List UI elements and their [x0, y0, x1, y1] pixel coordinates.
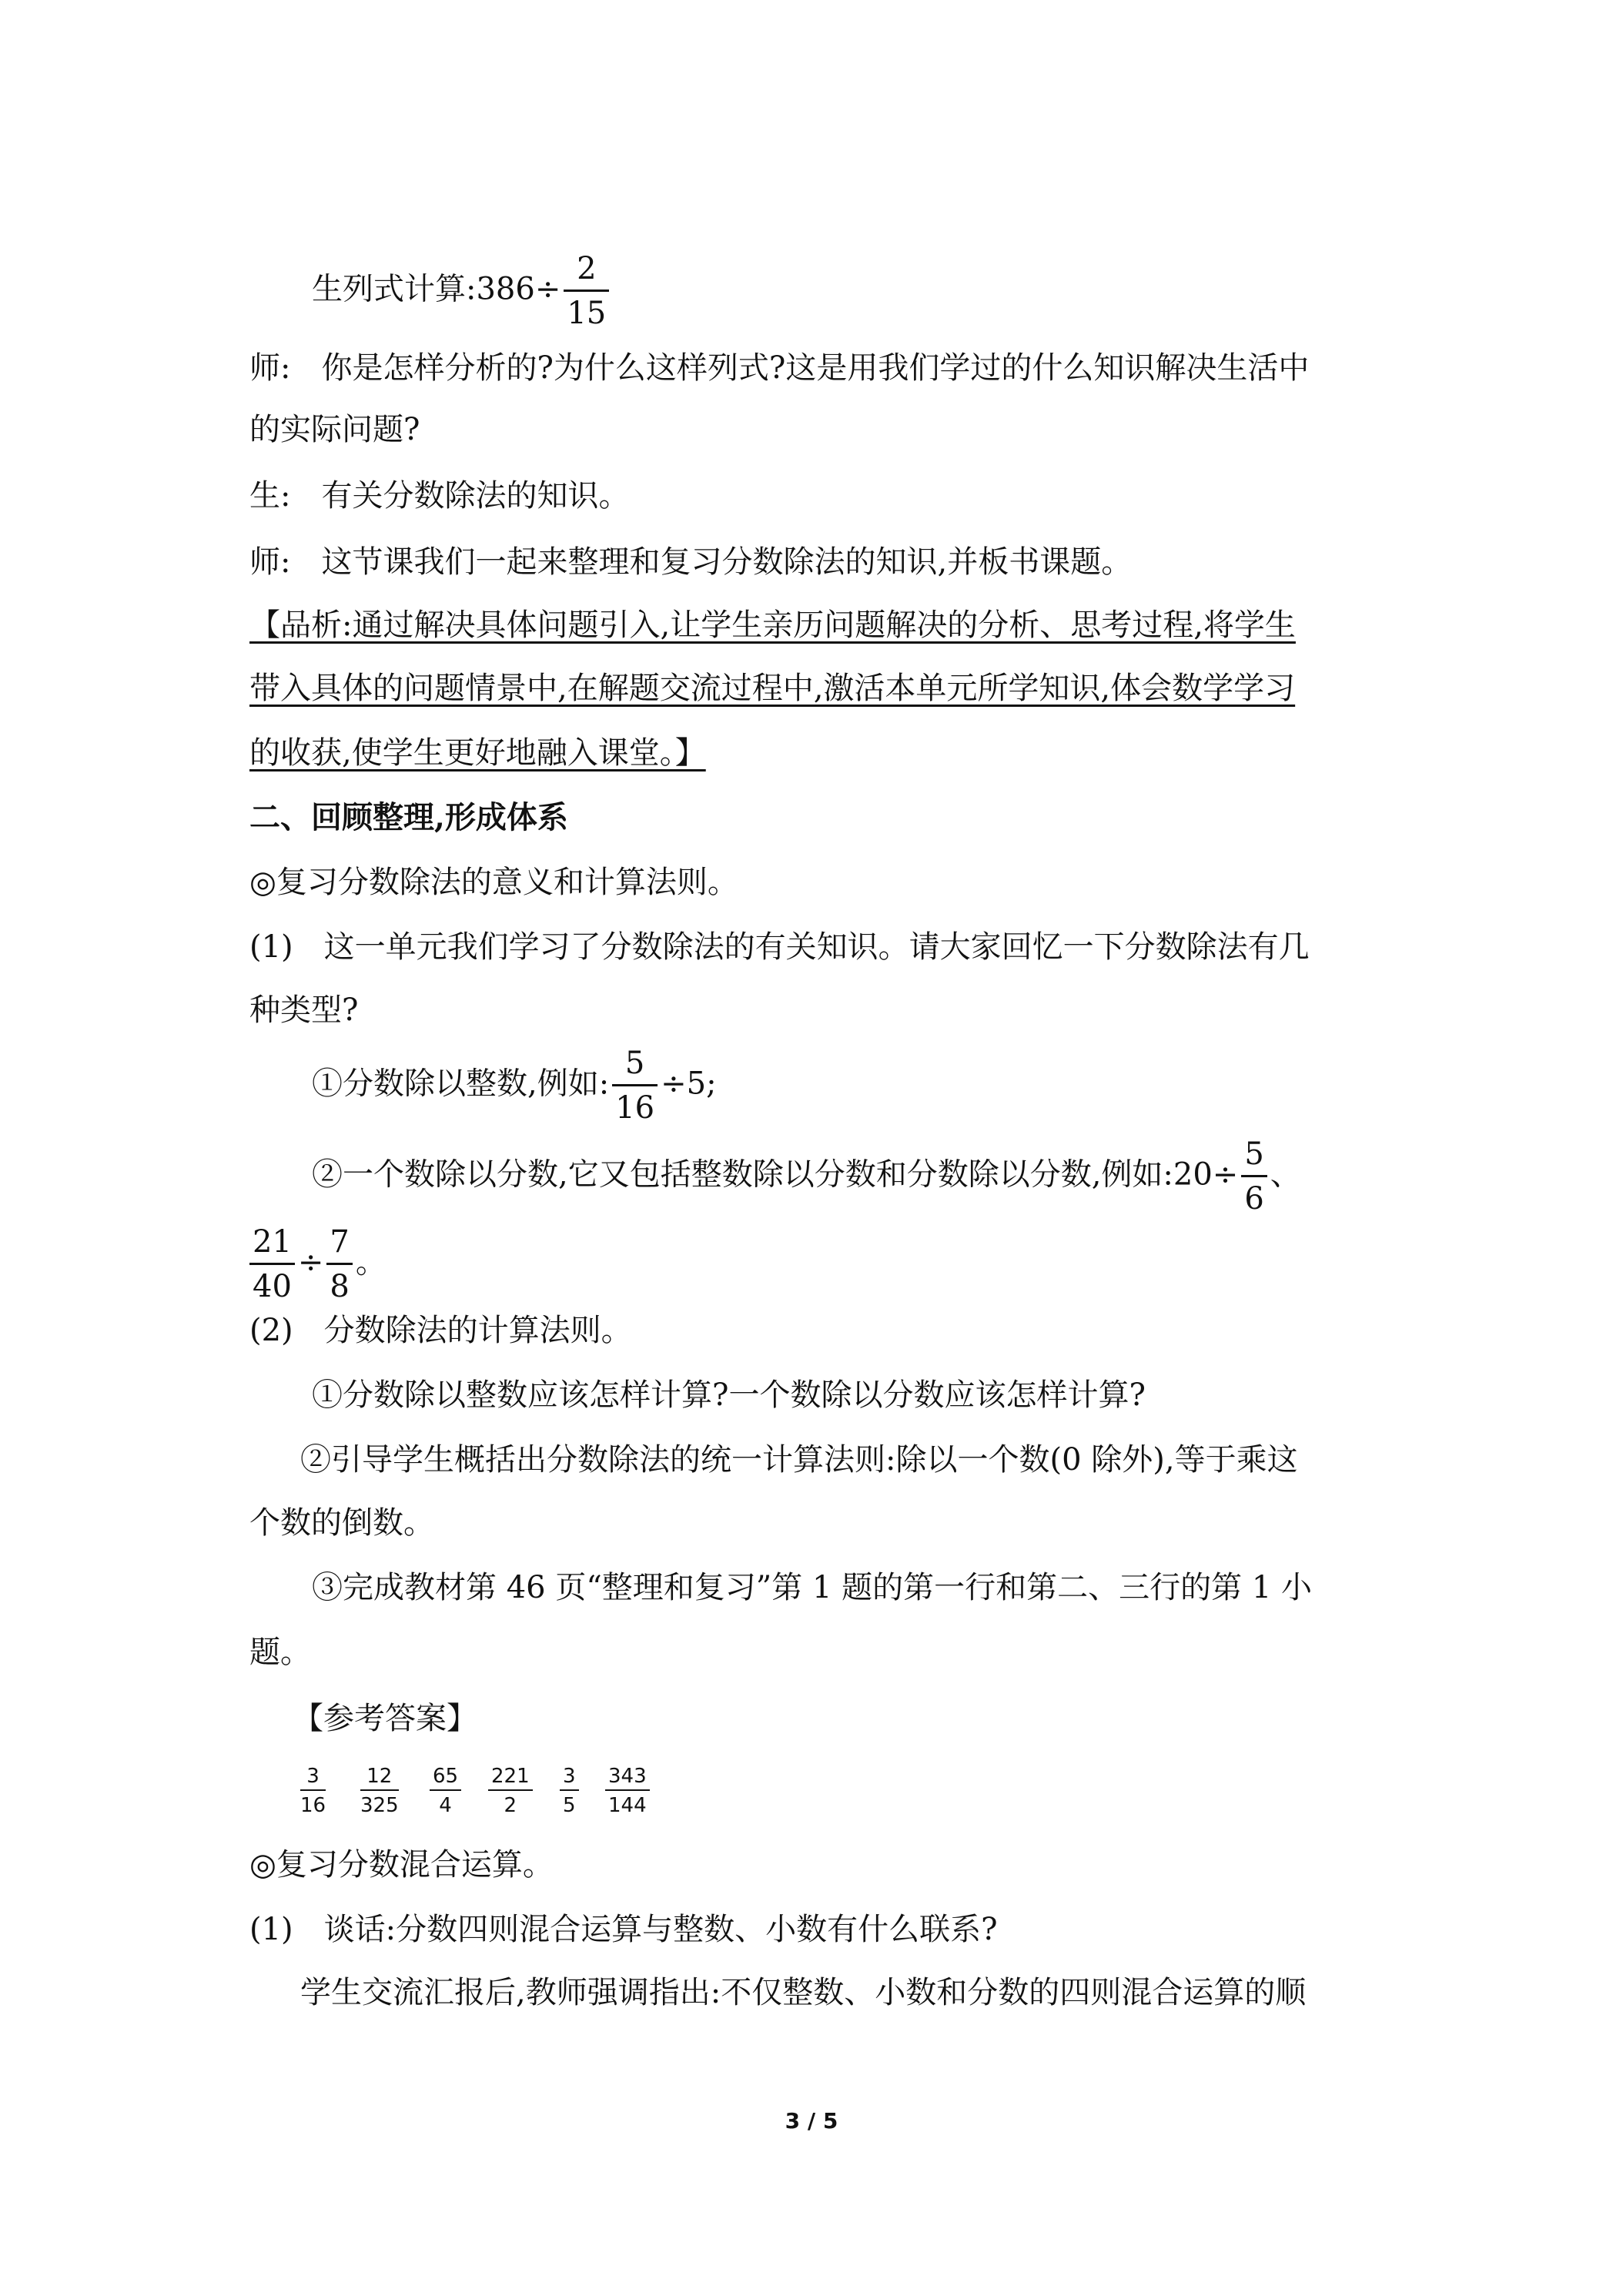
denominator: 16: [615, 1090, 655, 1126]
division-sign: ÷: [297, 1244, 324, 1280]
item-1: (1) 这一单元我们学习了分数除法的有关知识。请大家回忆一下分数除法有几: [249, 929, 1310, 965]
denominator: 144: [608, 1794, 647, 1817]
denominator: 40: [253, 1269, 292, 1304]
denominator: 15: [567, 296, 607, 331]
numerator: 2: [564, 248, 609, 292]
numerator: 3: [300, 1763, 326, 1791]
page-number: 3 / 5: [785, 2108, 838, 2134]
denominator: 8: [330, 1269, 350, 1304]
student-answer: 生: 有关分数除法的知识。: [249, 478, 630, 514]
answer-fraction: [560, 1763, 579, 1820]
denominator: 16: [300, 1794, 326, 1817]
teacher-statement: 师: 这节课我们一起来整理和复习分数除法的知识,并板书课题。: [249, 544, 1133, 580]
answer-fraction: [300, 1763, 326, 1820]
item-2-point-1: ①分数除以整数应该怎样计算?一个数除以分数应该怎样计算?: [312, 1377, 1146, 1413]
fraction: [249, 1221, 295, 1308]
review-topic-mixed: ◎复习分数混合运算。: [249, 1847, 554, 1883]
example-suffix: 。: [355, 1244, 387, 1280]
example-line-2: [312, 1133, 1301, 1220]
item-1-cont: 种类型?: [249, 992, 359, 1028]
fraction: [564, 248, 609, 335]
mixed-item-1-summary: 学生交流汇报后,教师强调指出:不仅整数、小数和分数的四则混合运算的顺: [300, 1975, 1307, 2010]
analysis-note-line-2: 带入具体的问题情景中,在解题交流过程中,激活本单元所学知识,体会数学学习: [249, 671, 1296, 706]
denominator: 325: [360, 1794, 399, 1817]
analysis-note-line-1: 【品析:通过解决具体问题引入,让学生亲历问题解决的分析、思考过程,将学生: [249, 607, 1296, 643]
item-2-point-2: ②引导学生概括出分数除法的统一计算法则:除以一个数(0 除外),等于乘这: [300, 1442, 1298, 1478]
example-text: ①分数除以整数,例如:: [312, 1066, 610, 1102]
reference-answer-heading: 【参考答案】: [293, 1701, 477, 1736]
fraction: [326, 1221, 352, 1308]
answer-fraction: [488, 1763, 533, 1820]
answer-fraction: [430, 1763, 461, 1820]
denominator: 2: [504, 1794, 517, 1817]
denominator: 5: [563, 1794, 576, 1817]
numerator: 12: [360, 1763, 399, 1791]
calc-text: 生列式计算:386÷: [312, 271, 561, 307]
analysis-note-line-3: 的收获,使学生更好地融入课堂。】: [249, 735, 706, 771]
mixed-item-1: (1) 谈话:分数四则混合运算与整数、小数有什么联系?: [249, 1912, 998, 1947]
item-2-point-3-cont: 题。: [249, 1635, 311, 1670]
teacher-question-cont: 的实际问题?: [249, 412, 420, 447]
review-topic-division: ◎复习分数除法的意义和计算法则。: [249, 865, 738, 900]
example-suffix: ÷5;: [661, 1066, 717, 1102]
numerator: 7: [326, 1221, 352, 1265]
fraction: [1241, 1133, 1267, 1220]
numerator: 3: [560, 1763, 579, 1791]
numerator: 65: [430, 1763, 461, 1791]
fraction: [612, 1043, 658, 1130]
calc-line: [312, 248, 612, 335]
item-2: (2) 分数除法的计算法则。: [249, 1313, 632, 1348]
numerator: 5: [612, 1043, 658, 1086]
numerator: 21: [249, 1221, 295, 1265]
numerator: 343: [605, 1763, 650, 1791]
numerator: 221: [488, 1763, 533, 1791]
item-2-point-2-cont: 个数的倒数。: [249, 1505, 434, 1541]
example-line-1: [312, 1043, 717, 1130]
example-suffix: 、: [1270, 1156, 1301, 1193]
section-heading: 二、回顾整理,形成体系: [249, 799, 568, 835]
item-2-point-3: ③完成教材第 46 页“整理和复习”第 1 题的第一行和第二、三行的第 1 小: [312, 1570, 1312, 1605]
answer-fraction: [605, 1763, 650, 1820]
denominator: 4: [439, 1794, 452, 1817]
teacher-question: 师: 你是怎样分析的?为什么这样列式?这是用我们学过的什么知识解决生活中: [249, 350, 1310, 386]
numerator: 5: [1241, 1133, 1267, 1177]
example-line-3: [246, 1221, 387, 1308]
example-text: ②一个数除以分数,它又包括整数除以分数和分数除以分数,例如:20÷: [312, 1156, 1239, 1193]
answer-fraction: [360, 1763, 399, 1820]
denominator: 6: [1244, 1181, 1264, 1217]
